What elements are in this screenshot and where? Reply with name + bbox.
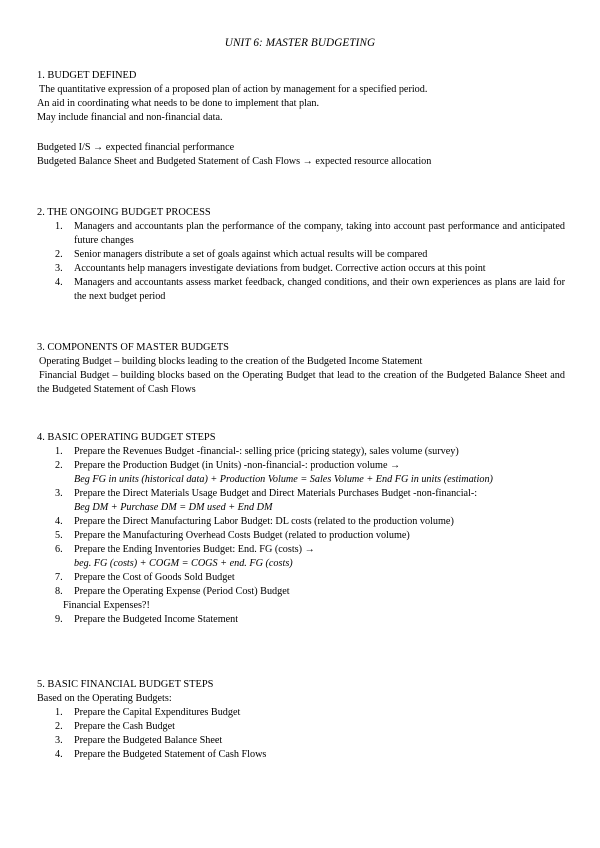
list-item: 8. Prepare the Operating Expense (Period Cost) Budget xyxy=(55,586,290,597)
paragraph-line: The quantitative expression of a proposed plan of action by management for a specified period. xyxy=(39,84,428,95)
list-item: 4. Managers and accountants assess market feedback, changed conditions, and their own experiences as plans are laid for the next budget period xyxy=(55,277,565,302)
formula-inventory: beg. FG (costs) + COGM = COGS + end. FG (costs) xyxy=(74,558,293,569)
section-heading: 2. THE ONGOING BUDGET PROCESS xyxy=(37,207,211,218)
section-components xyxy=(37,341,565,397)
list-item: 1. Prepare the Revenues Budget -financial-: selling price (pricing stategy), sales volume (survey) xyxy=(55,446,459,457)
list-item: 5. Prepare the Manufacturing Overhead Costs Budget (related to production volume) xyxy=(55,530,410,541)
section-heading: 4. BASIC OPERATING BUDGET STEPS xyxy=(37,432,216,443)
list-item: 6. Prepare the Ending Inventories Budget: End. FG (costs) → beg. FG (costs) + COGM = COGS + end. FG (costs) xyxy=(37,543,565,571)
list-item: 4. Prepare the Budgeted Statement of Cash Flows xyxy=(55,749,267,760)
section-budget-defined xyxy=(37,69,565,169)
intro-line: Based on the Operating Budgets: xyxy=(37,693,172,704)
paragraph-line: An aid in coordinating what needs to be done to implement that plan. xyxy=(37,98,320,109)
list-item: 4. Prepare the Direct Manufacturing Labor Budget: DL costs (related to the production volume) xyxy=(55,516,454,527)
section-heading: 1. BUDGET DEFINED xyxy=(37,70,137,81)
financial-budget-line: Financial Budget – building blocks based on the Operating Budget that lead to the creation of the Budgeted Balance Sheet and the Budgeted Statement of Cash Flows xyxy=(37,370,565,395)
operating-steps-list xyxy=(37,445,565,599)
financial-steps-list xyxy=(37,706,565,762)
list-item: 1. Managers and accountants plan the performance of the company, taking into account past performance and anticipated future changes xyxy=(55,221,565,246)
section-financial-steps xyxy=(37,678,565,762)
list-item: 3. Prepare the Budgeted Balance Sheet xyxy=(55,735,223,746)
list-item: 2. Prepare the Production Budget (in Units) -non-financial-: production volume → Beg FG in units (historical data) + Production Volume = Sales Volume + End FG in units (estimation) xyxy=(37,459,565,487)
list-item: 2. Senior managers distribute a set of goals against which actual results will be compared xyxy=(55,249,428,260)
section-heading: 3. COMPONENTS OF MASTER BUDGETS xyxy=(37,342,229,353)
formula-production: Beg FG in units (historical data) + Production Volume = Sales Volume + End FG in units (estimation) xyxy=(74,474,493,485)
financial-expenses-note: Financial Expenses?! xyxy=(63,600,150,611)
page-title: UNIT 6: MASTER BUDGETING xyxy=(224,37,376,49)
section-operating-steps xyxy=(37,431,565,627)
process-list xyxy=(37,220,565,304)
operating-budget-line: Operating Budget – building blocks leading to the creation of the Budgeted Income Statement xyxy=(39,356,423,367)
statement-line: Budgeted Balance Sheet and Budgeted Statement of Cash Flows → expected resource allocation xyxy=(37,156,432,167)
list-item: 9. Prepare the Budgeted Income Statement xyxy=(55,614,239,625)
paragraph-line: May include financial and non-financial data. xyxy=(37,112,223,123)
section-budget-process xyxy=(37,206,565,304)
list-item: 3. Prepare the Direct Materials Usage Budget and Direct Materials Purchases Budget -non-financial-: Beg DM + Purchase DM = DM used + End DM xyxy=(37,487,565,515)
formula-direct-materials: Beg DM + Purchase DM = DM used + End DM xyxy=(74,502,273,513)
section-heading: 5. BASIC FINANCIAL BUDGET STEPS xyxy=(37,679,214,690)
list-item: 2. Prepare the Cash Budget xyxy=(55,721,175,732)
list-item: 3. Accountants help managers investigate deviations from budget. Corrective action occurs at this point xyxy=(55,263,486,274)
statement-line: Budgeted I/S → expected financial performance xyxy=(37,142,235,153)
list-item: 1. Prepare the Capital Expenditures Budget xyxy=(55,707,241,718)
list-item: 7. Prepare the Cost of Goods Sold Budget xyxy=(55,572,235,583)
operating-steps-list-cont xyxy=(37,613,565,627)
